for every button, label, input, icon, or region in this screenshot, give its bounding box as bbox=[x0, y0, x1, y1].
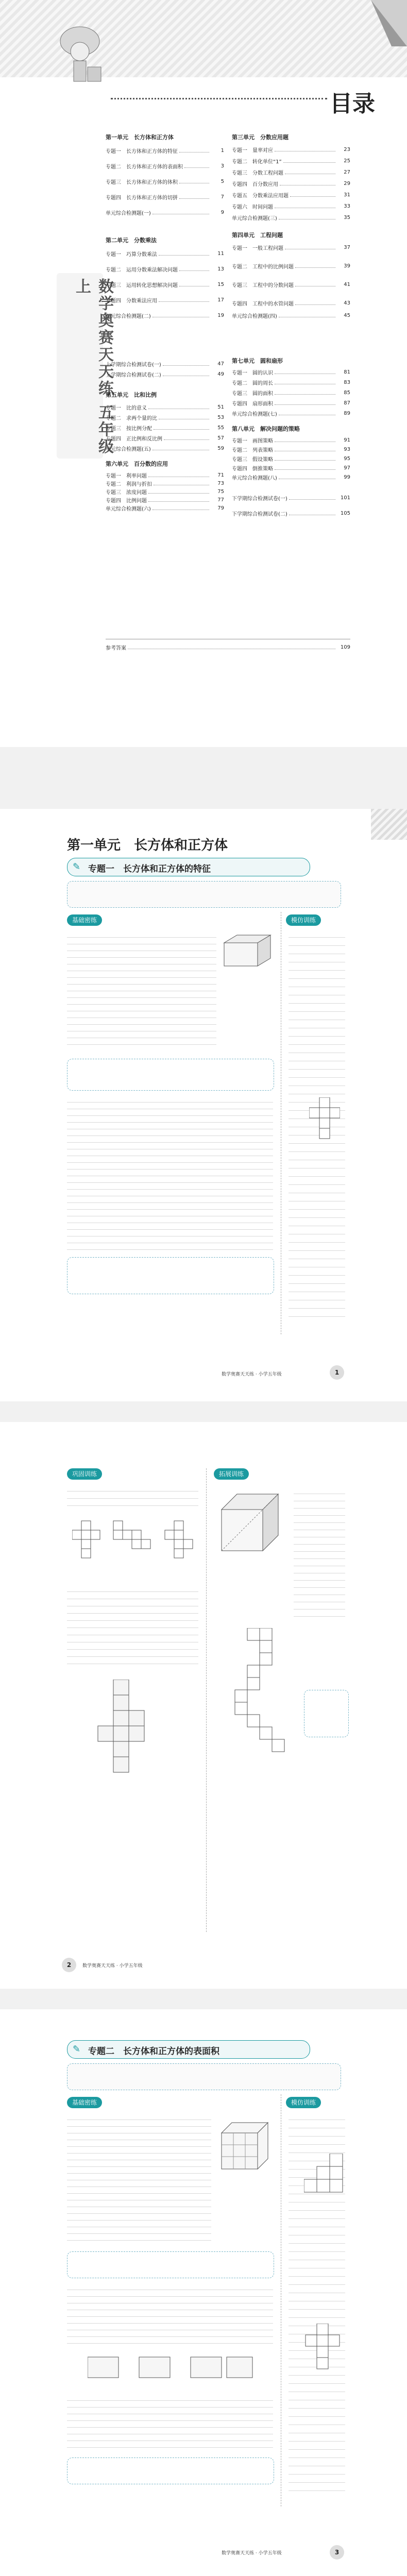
toc-entry[interactable]: 单元综合检测题(七) 89 bbox=[232, 410, 350, 417]
toc-entry[interactable]: 专题五 分数乘法应用题 31 bbox=[232, 192, 350, 199]
cube-3d-figure bbox=[216, 1489, 289, 1556]
text-block bbox=[67, 2115, 211, 2244]
topic-title-banner bbox=[67, 2040, 310, 2059]
stair-figure bbox=[304, 2154, 345, 2195]
tag-basic: 基础密练 bbox=[67, 914, 102, 926]
tag-consolidate: 巩固训练 bbox=[67, 1468, 102, 1480]
unit7-heading: 第七单元 圆和扇形 bbox=[232, 358, 283, 364]
toc-entry[interactable]: 专题二 长方体和正方体的表面积 3 bbox=[106, 163, 224, 170]
toc-entry[interactable]: 下学期综合检测试卷(二) 105 bbox=[232, 510, 350, 517]
toc-entry[interactable]: 下学期综合检测试卷(一) 101 bbox=[232, 495, 350, 502]
toc-entry[interactable]: 专题二 求两个量的比 53 bbox=[106, 414, 224, 421]
tip-box bbox=[67, 2458, 274, 2484]
toc-entry[interactable]: 专题四 倒推策略 97 bbox=[232, 465, 350, 472]
toc-entry[interactable]: 专题四 长方体和正方体的切拼 7 bbox=[106, 194, 224, 201]
toc-entry[interactable]: 专题四 正比例和反比例 57 bbox=[106, 435, 224, 442]
tag-basic: 基础密练 bbox=[67, 2097, 102, 2108]
toc-entry[interactable]: 专题三 按比例分配 55 bbox=[106, 425, 224, 432]
toc-entry[interactable]: 专题二 工程中的比例问题 39 bbox=[232, 263, 350, 270]
text-block bbox=[294, 1489, 345, 1618]
toc-entry[interactable]: 专题三 假设策略 95 bbox=[232, 455, 350, 463]
toc-entry[interactable]: 专题二 利润与折扣 73 bbox=[106, 480, 224, 487]
toc-entry[interactable]: 专题三 长方体和正方体的体积 5 bbox=[106, 178, 224, 185]
unit4-heading: 第四单元 工程问题 bbox=[232, 232, 283, 239]
toc-entry[interactable]: 单元综合检测题(四) 45 bbox=[232, 312, 350, 319]
toc-entry[interactable]: 专题一 巧算分数乘法 11 bbox=[106, 250, 224, 258]
toc-entry[interactable]: 专题三 运用转化思想解决问题 15 bbox=[106, 281, 224, 289]
page-number: 2 bbox=[62, 1958, 76, 1972]
book-icon: ✎ bbox=[73, 2044, 81, 2055]
page-footer: 数学奥赛天天练 · 小学五年级 bbox=[82, 1963, 143, 1969]
key-points-box bbox=[67, 2063, 341, 2090]
toc-entry[interactable]: 专题一 利率问题 71 bbox=[106, 472, 224, 479]
toc-entry[interactable]: 上学期综合检测试卷(一) 47 bbox=[106, 361, 224, 368]
toc-title: 目录 bbox=[330, 91, 375, 117]
tag-practice: 模仿训练 bbox=[286, 2097, 321, 2108]
toc-page bbox=[0, 0, 407, 747]
net-diagrams bbox=[72, 1520, 196, 1577]
topic-title: 专题二 长方体和正方体的表面积 bbox=[88, 2046, 219, 2057]
toc-entry[interactable]: 专题二 转化单位“1” 25 bbox=[232, 158, 350, 165]
page-corner-decoration bbox=[371, 809, 407, 840]
toc-entry[interactable]: 专题二 圆的周长 83 bbox=[232, 379, 350, 386]
topic-title: 专题一 长方体和正方体的特征 bbox=[88, 864, 211, 874]
page-curl-icon bbox=[371, 0, 407, 46]
unit2-heading: 第二单元 分数乘法 bbox=[106, 237, 157, 244]
text-block bbox=[67, 2285, 273, 2347]
toc-entry[interactable]: 专题一 比的意义 51 bbox=[106, 404, 224, 411]
cube-grid-figure bbox=[216, 2117, 273, 2174]
toc-column-b bbox=[232, 134, 350, 526]
toc-entry[interactable]: 专题四 分数乘法应用 17 bbox=[106, 297, 224, 304]
toc-entry[interactable]: 专题四 扇形面积 87 bbox=[232, 400, 350, 407]
toc-entry[interactable]: 专题一 长方体和正方体的特征 1 bbox=[106, 147, 224, 155]
hint-box bbox=[304, 1690, 349, 1737]
toc-entry[interactable]: 专题一 量率对应 23 bbox=[232, 146, 350, 154]
page-separator bbox=[0, 747, 407, 809]
page-footer: 数学奥赛天天练 · 小学五年级 bbox=[222, 1372, 282, 1377]
page-number: 3 bbox=[330, 2545, 344, 2560]
text-block bbox=[67, 933, 216, 1051]
cuboid-views-figure bbox=[88, 2352, 258, 2388]
text-block bbox=[67, 1587, 198, 1669]
toc-column-a bbox=[106, 134, 224, 512]
cuboid-figure bbox=[222, 933, 273, 969]
worksheet-page-3 bbox=[0, 2009, 407, 2576]
toc-entry[interactable]: 专题一 圆的认识 81 bbox=[232, 369, 350, 376]
text-block bbox=[67, 2396, 273, 2452]
tag-extend: 拓展训练 bbox=[214, 1468, 249, 1480]
toc-entry[interactable]: 专题三 工程中的分数问题 41 bbox=[232, 281, 350, 289]
page-number: 1 bbox=[330, 1365, 344, 1380]
toc-entry[interactable]: 单元综合检测题(六) 79 bbox=[106, 505, 224, 512]
toc-entry[interactable]: 专题二 列表策略 93 bbox=[232, 446, 350, 453]
page-separator bbox=[0, 1401, 407, 1422]
unit1-heading: 第一单元 长方体和正方体 bbox=[106, 134, 174, 141]
cartoon-mascot-illustration bbox=[57, 21, 103, 88]
unit5-heading: 第五单元 比和比例 bbox=[106, 392, 157, 398]
tip-box bbox=[67, 1059, 274, 1091]
page-separator bbox=[0, 1989, 407, 2009]
net-diagram bbox=[309, 1097, 340, 1144]
page-footer: 数学奥赛天天练 · 小学五年级 bbox=[222, 2551, 282, 2556]
toc-entry[interactable]: 专题一 一般工程问题 37 bbox=[232, 244, 350, 251]
toc-entry[interactable]: 单元综合检测题(八) 99 bbox=[232, 474, 350, 481]
toc-entry[interactable]: 专题四 工程中的水管问题 43 bbox=[232, 300, 350, 307]
toc-entry[interactable]: 上学期综合检测试卷(二) 49 bbox=[106, 371, 224, 378]
tag-practice: 模仿训练 bbox=[286, 914, 321, 926]
key-points-box bbox=[67, 881, 341, 908]
toc-entry[interactable]: 专题四 百分数应用 29 bbox=[232, 180, 350, 188]
column-divider bbox=[206, 1468, 207, 1932]
toc-entry[interactable]: 专题三 浓度问题 75 bbox=[106, 488, 224, 496]
toc-entry[interactable]: 专题一 画图策略 91 bbox=[232, 437, 350, 444]
unit3-heading: 第三单元 分数应用题 bbox=[232, 134, 289, 141]
side-title bbox=[57, 273, 113, 459]
stacked-cubes-figure bbox=[93, 1680, 175, 1798]
toc-entry[interactable]: 单元综合检测题(三) 35 bbox=[232, 214, 350, 222]
worksheet-page-2 bbox=[0, 1422, 407, 1989]
unit-title: 第一单元 长方体和正方体 bbox=[67, 838, 228, 853]
toc-entry[interactable]: 单元综合检测题(二) 19 bbox=[106, 312, 224, 319]
toc-entry[interactable]: 专题二 运用分数乘法解决问题 13 bbox=[106, 266, 224, 273]
toc-entry[interactable]: 专题三 圆的面积 85 bbox=[232, 389, 350, 397]
toc-entry[interactable]: 专题六 时间问题 33 bbox=[232, 203, 350, 210]
topic-title-banner bbox=[67, 858, 310, 876]
worksheet-page-1 bbox=[0, 809, 407, 1401]
toc-entry-answers[interactable]: 参考答案 109 bbox=[106, 644, 350, 651]
toc-entry[interactable]: 单元综合检测题(五) 59 bbox=[106, 445, 224, 452]
toc-entry[interactable]: 专题三 分数工程问题 27 bbox=[232, 169, 350, 176]
toc-title-line bbox=[111, 98, 327, 99]
book-icon: ✎ bbox=[73, 861, 81, 872]
chain-cubes-figure bbox=[227, 1628, 299, 1783]
unit8-heading: 第八单元 解决问题的策略 bbox=[232, 426, 300, 432]
tip-box bbox=[67, 2251, 274, 2278]
toc-entry[interactable]: 专题四 比例问题 77 bbox=[106, 497, 224, 504]
text-block bbox=[67, 1486, 198, 1512]
side-title-text: 数学奥赛天天练 五年级 上 bbox=[73, 278, 113, 455]
net-diagram bbox=[304, 2324, 345, 2370]
toc-entry[interactable]: 单元综合检测题(一) 9 bbox=[106, 209, 224, 216]
unit6-heading: 第六单元 百分数的应用 bbox=[106, 461, 168, 467]
tip-box bbox=[67, 1257, 274, 1294]
text-block bbox=[67, 1097, 273, 1252]
